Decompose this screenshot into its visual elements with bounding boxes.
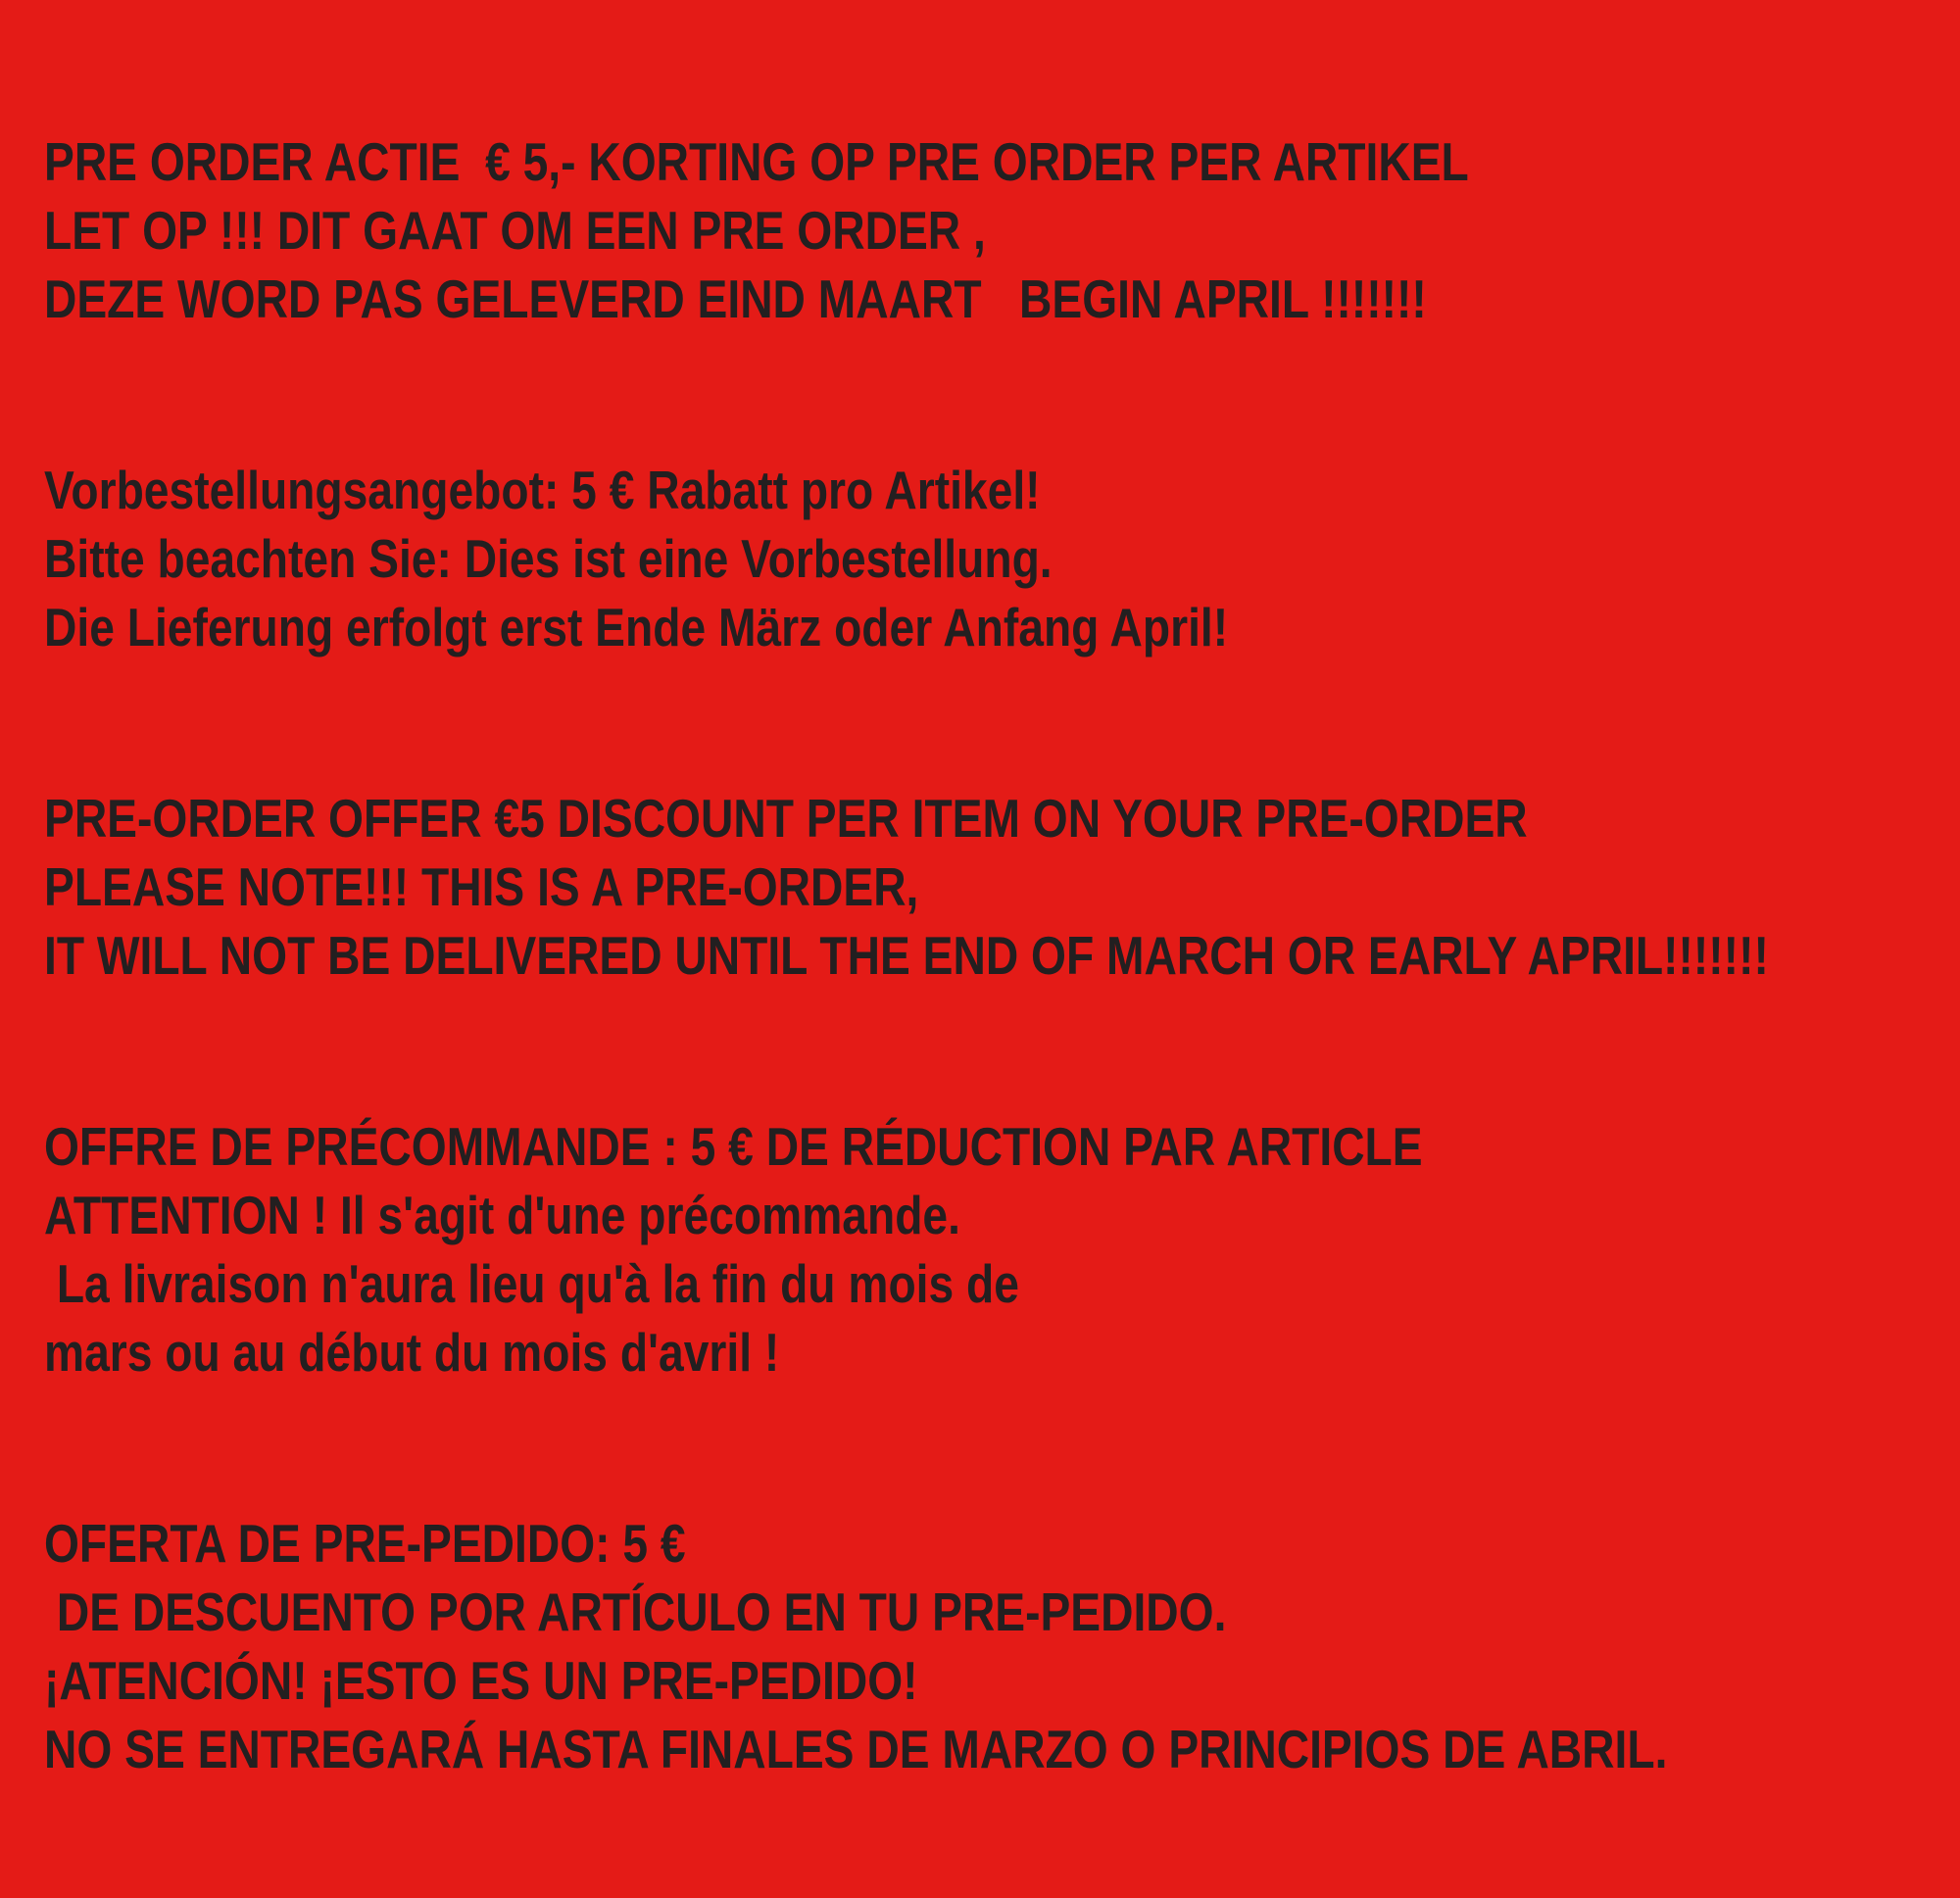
notice-german-line-2: Bitte beachten Sie: Dies ist eine Vorbestellung. <box>44 528 1053 589</box>
notice-french-line-4: mars ou au début du mois d'avril ! <box>44 1322 780 1383</box>
notice-spanish-line-4: NO SE ENTREGARÁ HASTA FINALES DE MARZO O PRINCIPIOS DE ABRIL. <box>44 1719 1668 1779</box>
notice-english-line-2: PLEASE NOTE!!! THIS IS A PRE-ORDER, <box>44 856 919 917</box>
notice-english-line-1: PRE-ORDER OFFER €5 DISCOUNT PER ITEM ON YOUR PRE-ORDER <box>44 788 1528 849</box>
notice-english-line-3: IT WILL NOT BE DELIVERED UNTIL THE END OF MARCH OR EARLY APRIL!!!!!!! <box>44 925 1769 986</box>
notice-dutch-line-2: LET OP !!! DIT GAAT OM EEN PRE ORDER , <box>44 200 986 261</box>
notice-dutch <box>44 127 1653 333</box>
notice-french-line-2: ATTENTION ! Il s'agit d'une précommande. <box>44 1185 960 1245</box>
notice-french-line-3: La livraison n'aura lieu qu'à la fin du mois de <box>44 1253 1019 1314</box>
notice-german-line-1: Vorbestellungsangebot: 5 € Rabatt pro Artikel! <box>44 460 1041 520</box>
notice-spanish-line-1: OFERTA DE PRE-PEDIDO: 5 € <box>44 1513 686 1574</box>
notice-german-line-3: Die Lieferung erfolgt erst Ende März oder Anfang April! <box>44 597 1229 657</box>
notice-french-line-1: OFFRE DE PRÉCOMMANDE : 5 € DE RÉDUCTION PAR ARTICLE <box>44 1116 1423 1177</box>
notice-spanish-line-3: ¡ATENCIÓN! ¡ESTO ES UN PRE-PEDIDO! <box>44 1650 918 1711</box>
notice-spanish <box>44 1509 1668 1783</box>
notice-german <box>44 456 1653 661</box>
notice-french <box>44 1112 1653 1387</box>
notice-dutch-line-1: PRE ORDER ACTIE € 5,- KORTING OP PRE ORDER PER ARTIKEL <box>44 131 1469 192</box>
notice-english <box>44 784 1769 990</box>
notice-spanish-line-2: DE DESCUENTO POR ARTÍCULO EN TU PRE-PEDIDO. <box>44 1582 1227 1642</box>
notice-dutch-line-3: DEZE WORD PAS GELEVERD EIND MAART BEGIN APRIL !!!!!!! <box>44 268 1427 329</box>
